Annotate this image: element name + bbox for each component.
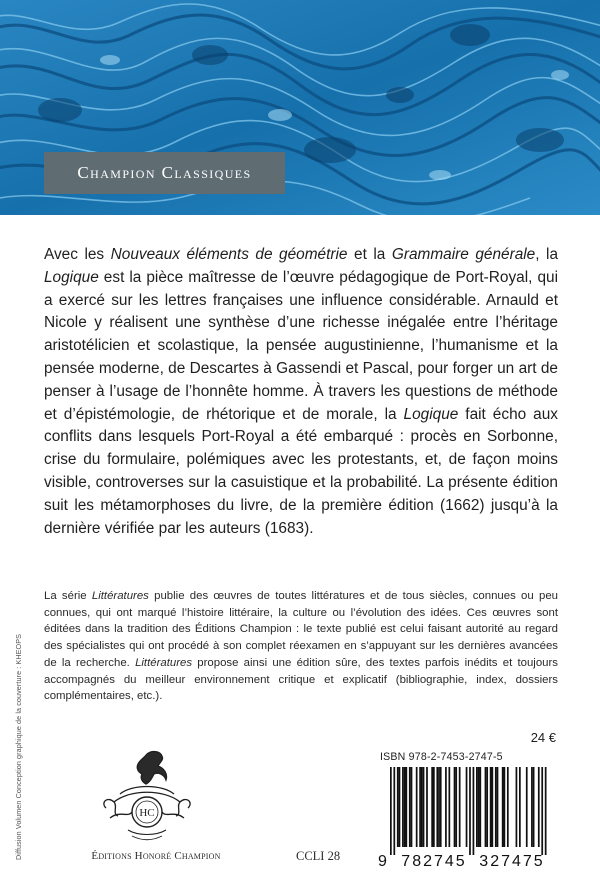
barcode-bar — [473, 767, 475, 855]
barcode-bar — [409, 767, 411, 847]
blurb-title-ref: Nouveaux éléments de géométrie — [110, 246, 348, 263]
barcode-bar — [497, 767, 499, 847]
barcode-bar — [531, 767, 533, 847]
barcode-bar — [404, 767, 406, 847]
barcode-bar — [433, 767, 435, 847]
barcode-bar — [440, 767, 442, 847]
barcode-bar — [541, 767, 543, 855]
barcode-bar — [538, 767, 540, 847]
barcode-bar — [416, 767, 418, 847]
barcode-bar — [486, 767, 488, 847]
series-name-ref: Littératures — [91, 590, 149, 602]
series-label: Champion Classiques — [44, 152, 285, 194]
barcode-bar — [533, 767, 535, 847]
barcode-first-digit: 9 — [378, 853, 387, 870]
series-description — [44, 588, 558, 705]
publisher-logo — [92, 744, 202, 844]
barcode-bar — [405, 767, 407, 847]
barcode-bar — [478, 767, 480, 847]
barcode-bar — [423, 767, 425, 847]
barcode-bar — [411, 767, 413, 847]
barcode-bar — [419, 767, 421, 847]
barcode-bar — [397, 767, 399, 847]
blurb-title-ref: Grammaire générale — [391, 246, 536, 263]
blurb-text: est la pièce maîtresse de l’œuvre pédagogique de Port-Royal, qui a exercé sur les lettres françaises une influence considérable. Arnauld et Nicole y réalisent une synthèse d’une richesse inégalée entre l’héritage aristotélicien et scolastique, la pensée augustinienne, l’humanisme et la pensée moderne, de Descartes à Gassendi et Pascal, pour forger un art de penser à l’usage de l’honnête homme. À travers les questions de méthode et d’épistémologie, de rhétorique et de morale, la — [44, 268, 558, 423]
series-note-text: propose ainsi une édition sûre, des textes parfois inédits et toujours accompagnés du meilleur environnement critique et explicatif (bibliographie, index, dossiers complémentaires, etc.). — [44, 656, 558, 703]
blurb-text: fait écho aux conflits dans lesquels Port-Royal a été embarqué : procès en Sorbonne, crise du formulaire, polémiques avec les protestants, et, de façon moins visible, controverses sur la casuistique et la probabilité. La présente édition suit les métamorphoses du livre, de la première édition (1662) jusqu’à la dernière vérifiée par les auteurs (1683). — [44, 405, 558, 537]
series-note-text: publie des œuvres de toutes littératures et de tous siècles, connues ou peu connues, qui ont marqué l’histoire littéraire, la culture ou l’évolution des idées. Ces œuvres sont éditées dans la tradition des Éditions Champion : le texte publié est celui faisant autorité au regard des spécialistes qui ont procédé à son complet réexamen en s’appuyant sur les dernières avancées de la recherche. — [44, 590, 558, 669]
barcode-bar — [495, 767, 497, 847]
barcode-left-digits: 782745 — [401, 853, 467, 870]
barcode-bar — [421, 767, 423, 847]
barcode-bar — [545, 767, 547, 855]
series-note-text: La série — [44, 590, 92, 602]
blurb-title-ref: Logique — [403, 405, 459, 423]
vertical-credits: Diffusion Volumen Conception graphique de la couverture : KHEOPS — [14, 633, 23, 860]
barcode-bar — [390, 767, 392, 855]
barcode-bar — [436, 767, 438, 847]
barcode-bar — [504, 767, 506, 847]
barcode-bar — [485, 767, 487, 847]
barcode-bar — [393, 767, 395, 855]
barcode-bar — [445, 767, 447, 847]
blurb-text: et la — [347, 246, 392, 263]
barcode-bar — [490, 767, 492, 847]
barcode-bar — [402, 767, 404, 847]
barcode-bar — [454, 767, 456, 847]
blurb-text: Avec les — [44, 246, 111, 263]
barcode-bar — [476, 767, 478, 847]
barcode-bar — [502, 767, 504, 847]
barcode-bar — [507, 767, 509, 847]
barcode-bar — [448, 767, 450, 847]
collection-number: CCLI 28 — [296, 849, 341, 863]
barcode-bar — [459, 767, 461, 847]
isbn-barcode — [374, 765, 562, 871]
horse-crest-icon — [92, 744, 202, 844]
price-label: 24 € — [530, 730, 556, 745]
blurb-title-ref: Logique — [44, 268, 99, 286]
barcode-bar — [455, 767, 457, 847]
marbled-banner — [0, 0, 600, 215]
series-name-ref: Littératures — [135, 656, 193, 669]
barcode-bars — [390, 767, 547, 855]
barcode-bar — [438, 767, 440, 847]
barcode-bar — [491, 767, 493, 847]
logo-monogram: HC — [139, 807, 155, 819]
blurb-text: , la — [535, 246, 559, 263]
barcode-bar — [426, 767, 428, 847]
isbn-label: ISBN 978-2-7453-2747-5 — [380, 751, 503, 763]
barcode-bar — [431, 767, 433, 847]
publisher-name: Éditions Honoré Champion — [91, 850, 221, 862]
barcode-bar — [479, 767, 481, 847]
back-cover-blurb — [44, 244, 558, 540]
barcode-bar — [526, 767, 528, 847]
barcode-bar — [519, 767, 521, 847]
barcode-bar — [399, 767, 401, 847]
barcode-bar — [516, 767, 518, 847]
barcode-right-digits: 327475 — [479, 853, 545, 870]
barcode-bar — [469, 767, 471, 855]
barcode-bar — [466, 767, 468, 847]
